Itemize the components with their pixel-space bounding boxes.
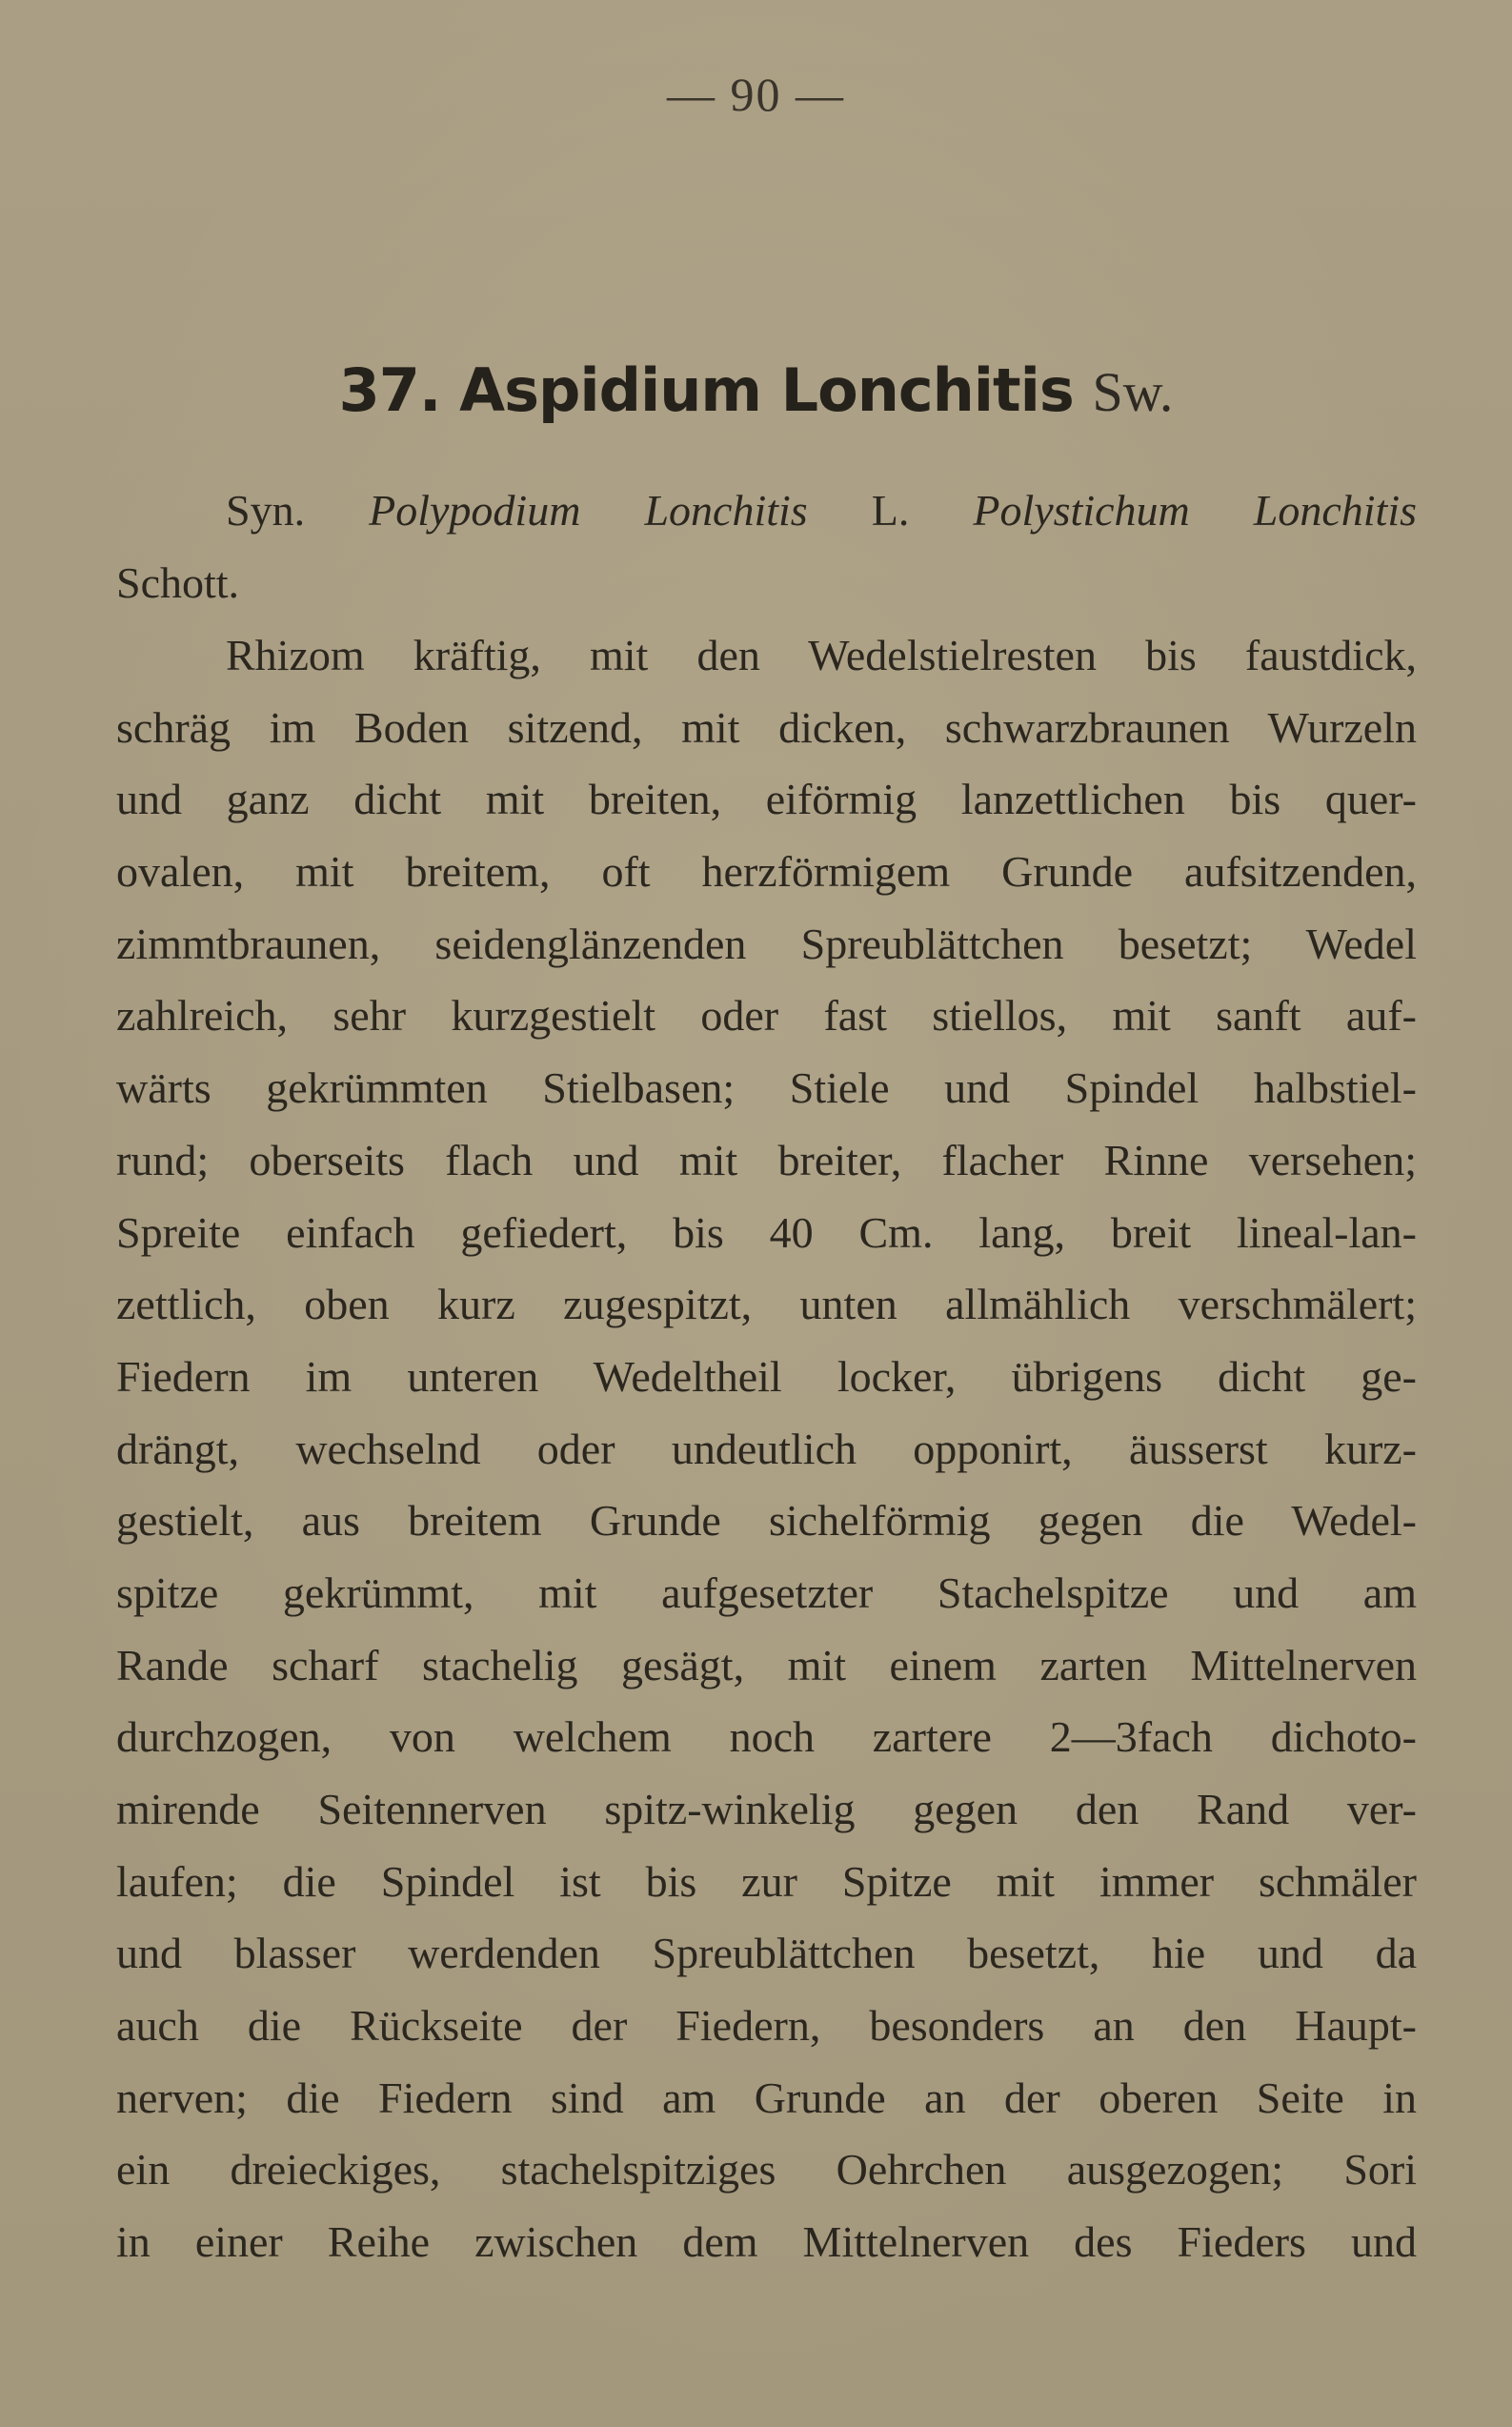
synonyms-prefix: Syn. xyxy=(226,486,306,535)
text-line: spitze gekrümmt, mit aufgesetzter Stachelspitze und am xyxy=(116,1567,1417,1617)
text-line: und blasser werdenden Spreublättchen besetzt, hie und da xyxy=(116,1929,1417,1978)
species-heading xyxy=(0,355,1512,425)
species-name: Aspidium Lonchitis xyxy=(459,355,1074,425)
synonym-author-1: L. xyxy=(871,486,910,535)
text-line: schräg im Boden sitzend, mit dicken, schwarzbraunen Wurzeln xyxy=(116,702,1417,752)
text-line: zahlreich, sehr kurzgestielt oder fast stiellos, mit sanft auf- xyxy=(116,991,1417,1041)
description-paragraph xyxy=(116,619,1417,2278)
text-line: drängt, wechselnd oder undeutlich opponirt, äusserst kurz- xyxy=(116,1424,1417,1473)
text-line: durchzogen, von welchem noch zartere 2—3fach dichoto- xyxy=(116,1712,1417,1762)
species-number: 37. xyxy=(338,355,441,425)
synonyms-line-1 xyxy=(116,475,1417,547)
text-line: ovalen, mit breitem, oft herzförmigem Grunde aufsitzenden, xyxy=(116,847,1417,897)
text-line: Rande scharf stachelig gesägt, mit einem zarten Mittelnerven xyxy=(116,1640,1417,1689)
synonym-name-2: Polystichum Lonchitis xyxy=(973,486,1418,535)
text-line: ein dreieckiges, stachelspitziges Oehrchen ausgezogen; Sori xyxy=(116,2145,1417,2194)
text-line: und ganz dicht mit breiten, eiförmig lanzettlichen bis quer- xyxy=(116,775,1417,824)
text-line: wärts gekrümmten Stielbasen; Stiele und Spindel halbstiel- xyxy=(116,1063,1417,1113)
text-line: zettlich, oben kurz zugespitzt, unten allmählich verschmälert; xyxy=(116,1280,1417,1329)
text-line: zimmtbraunen, seidenglänzenden Spreublättchen besetzt; Wedel xyxy=(116,919,1417,968)
page-number: — 90 — xyxy=(667,68,845,121)
text-line: Rhizom kräftig, mit den Wedelstielresten bis faustdick, xyxy=(226,631,1417,679)
text-line: mirende Seitennerven spitz-winkelig gegen den Rand ver- xyxy=(116,1785,1417,1833)
text-line: Spreite einfach gefiedert, bis 40 Cm. lang, breit lineal-lan- xyxy=(116,1207,1417,1257)
synonyms-line-2 xyxy=(116,547,1417,619)
text-line: rund; oberseits flach und mit breiter, flacher Rinne versehen; xyxy=(116,1135,1417,1184)
text-line: Fiedern im unteren Wedeltheil locker, übrigens dicht ge- xyxy=(116,1351,1417,1401)
synonym-name-1: Polypodium Lonchitis xyxy=(369,486,808,535)
synonym-author-2: Schott. xyxy=(116,557,240,607)
synonyms-paragraph xyxy=(116,475,1417,618)
text-line: laufen; die Spindel ist bis zur Spitze mit immer schmäler xyxy=(116,1856,1417,1906)
text-line: nerven; die Fiedern sind am Grunde an der oberen Seite in xyxy=(116,2073,1417,2122)
text-line: auch die Rückseite der Fiedern, besonders an den Haupt- xyxy=(116,2001,1417,2051)
text-line: gestielt, aus breitem Grunde sichelförmig gegen die Wedel- xyxy=(116,1496,1417,1546)
text-line: in einer Reihe zwischen dem Mittelnerven des Fieders und xyxy=(116,2217,1417,2267)
species-author: Sw. xyxy=(1092,361,1174,423)
